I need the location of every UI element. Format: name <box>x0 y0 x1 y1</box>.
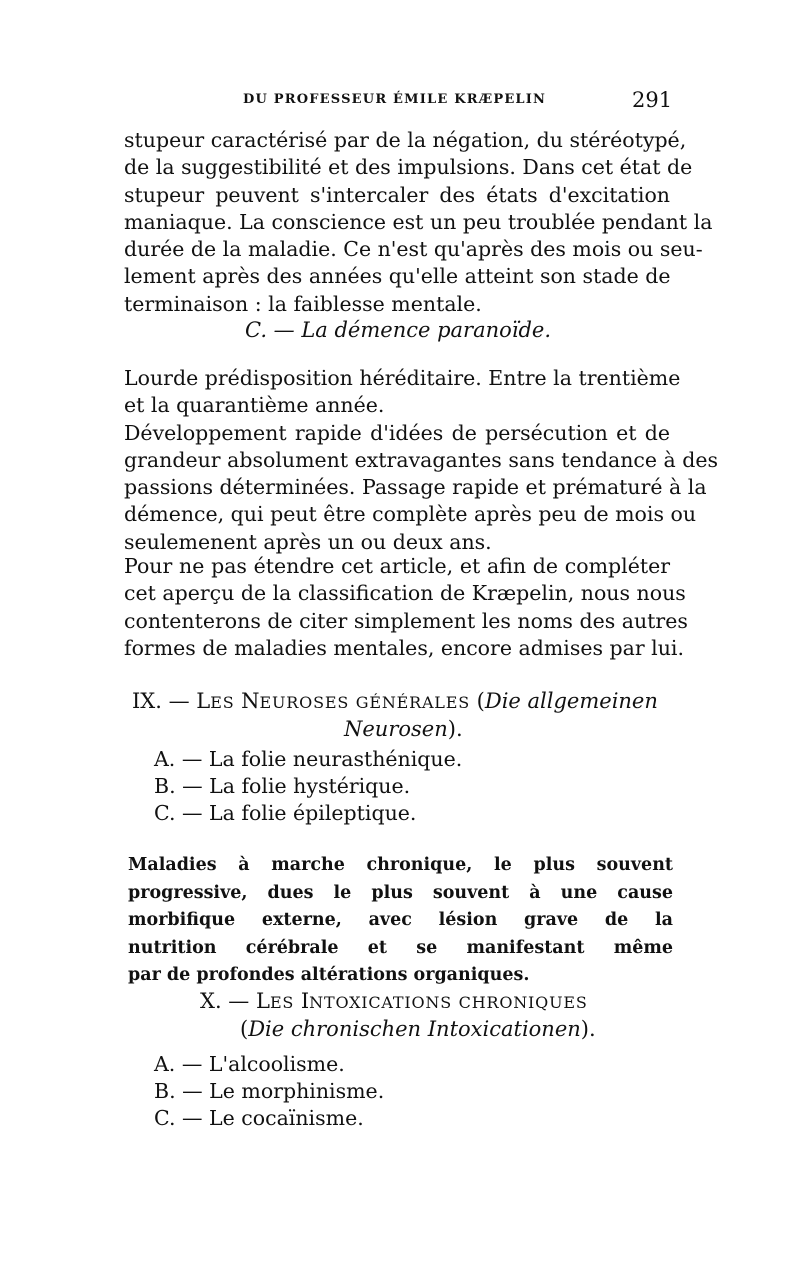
text-line: contenterons de citer simplement les noms des autres <box>124 608 688 633</box>
section-x-heading <box>200 988 660 1043</box>
text-line: Lourde prédisposition héréditaire. Entre la trentième <box>124 366 681 390</box>
title-smallcaps: EUROSES <box>259 693 350 712</box>
section-c-title: C. — La démence paranoïde. <box>245 318 552 342</box>
running-header: DU PROFESSEUR ÉMILE KRÆPELIN <box>243 92 547 107</box>
text-line: stupeur peuvent s'intercaler des états d'excitation <box>124 182 670 207</box>
list-item: A. — La folie neurasthénique. <box>154 747 463 771</box>
title-smallcaps: CHRONIQUES <box>458 993 588 1012</box>
text-line: stupeur caractérisé par de la négation, du stéréotypé, <box>124 128 687 152</box>
paren-open: ( <box>240 1017 249 1041</box>
paragraph-stupeur <box>124 127 713 318</box>
title-smallcaps: ES <box>269 993 295 1012</box>
paren-close: ). <box>447 717 463 741</box>
title-initial: I <box>300 989 310 1013</box>
list-item: C. — La folie épileptique. <box>154 801 417 825</box>
text-line: cet aperçu de la classification de Kræpelin, nous nous <box>124 581 686 606</box>
section-ix-heading <box>132 688 672 743</box>
list-item: B. — La folie hystérique. <box>154 774 411 798</box>
text-line: Maladies à marche chronique, le plus souvent <box>128 855 673 875</box>
title-initial: N <box>241 689 260 713</box>
section-ix-number: IX. — <box>132 689 197 713</box>
text-line: de la suggestibilité et des impulsions. Dans cet état de <box>124 155 693 180</box>
text-line: par de profondes altérations organiques. <box>128 965 530 985</box>
paragraph-paranoide <box>124 365 719 556</box>
text-line: terminaison : la faiblesse mentale. <box>124 291 482 316</box>
text-line: maniaque. La conscience est un peu troublée pendant la <box>124 209 713 234</box>
text-line: progressive, dues le plus souvent à une cause <box>128 882 673 903</box>
german-title: Die chronischen Intoxicationen <box>248 1017 581 1041</box>
list-item: A. — L'alcoolisme. <box>154 1052 345 1076</box>
page-number: 291 <box>632 88 673 112</box>
text-line: durée de la maladie. Ce n'est qu'après des mois ou seu- <box>124 237 703 262</box>
list-item: C. — Le cocaïnisme. <box>154 1106 364 1130</box>
text-line: nutrition cérébrale et se manifestant même <box>128 937 673 958</box>
section-x-number: X. — <box>200 989 256 1013</box>
text-line: lement après des années qu'elle atteint son stade de <box>124 264 671 289</box>
text-line: formes de maladies mentales, encore admises par lui. <box>124 635 684 660</box>
text-line: passions déterminées. Passage rapide et prématuré à la <box>124 475 707 500</box>
text-line: grandeur absolument extravagantes sans tendance à des <box>124 447 719 472</box>
title-smallcaps: ES <box>210 693 235 712</box>
neuroses-list <box>154 746 462 827</box>
title-smallcaps: NTOXICATIONS <box>309 993 452 1012</box>
bold-paragraph <box>128 852 673 990</box>
paragraph-conclusion <box>124 553 688 662</box>
title-initial: L <box>196 689 211 713</box>
intoxications-list <box>154 1051 384 1132</box>
text-line: morbifique externe, avec lésion grave de la <box>128 910 673 930</box>
text-line: et la quarantième année. <box>124 393 385 418</box>
title-initial: L <box>255 989 270 1013</box>
german-title: Die allgemeinen <box>484 689 658 713</box>
german-title: Neurosen <box>344 717 448 741</box>
text-line: Développement rapide d'idées de persécution et de <box>124 420 670 445</box>
text-line: démence, qui peut être complète après peu de mois ou <box>124 502 697 527</box>
paren-open: ( <box>476 689 485 713</box>
text-line: seulemenent après un ou deux ans. <box>124 529 492 554</box>
text-line: Pour ne pas étendre cet article, et afin de compléter <box>124 554 670 578</box>
list-item: B. — Le morphinisme. <box>154 1079 385 1103</box>
paren-close: ). <box>580 1017 596 1041</box>
title-smallcaps: GÉNÉRALES <box>355 693 470 712</box>
